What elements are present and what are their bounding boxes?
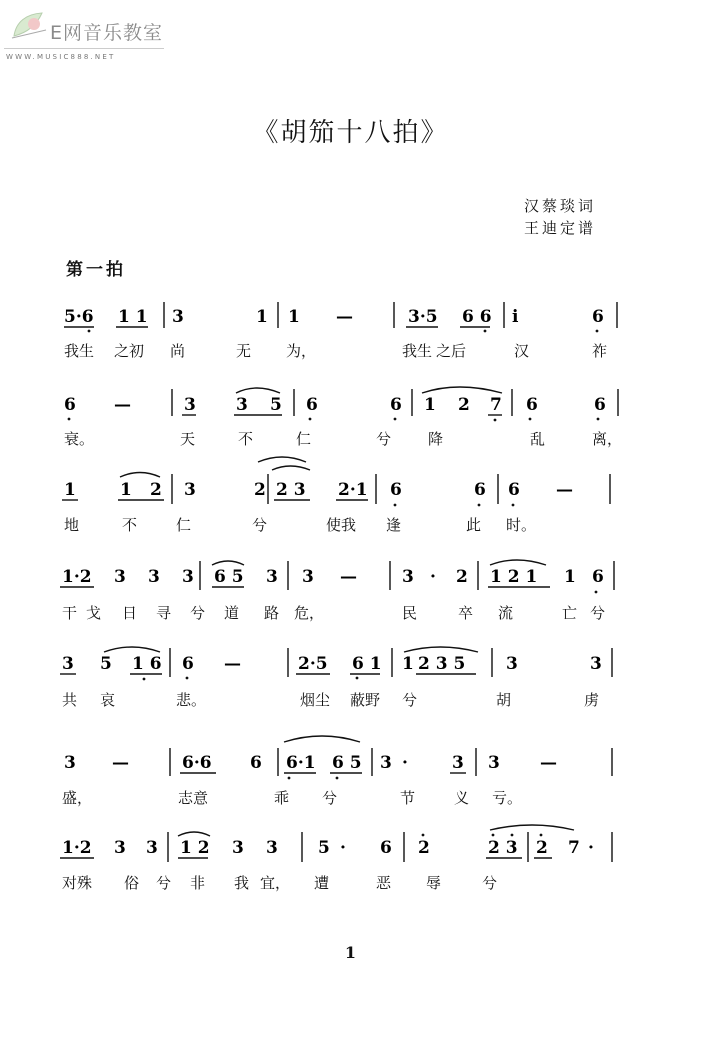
lyric: 乱	[530, 430, 546, 448]
lyric: 卒	[458, 604, 474, 622]
lyric: 汉	[514, 342, 530, 360]
dash: —	[114, 395, 131, 415]
note: 6	[592, 567, 604, 587]
lyric: 节	[400, 789, 416, 807]
system-2-notes	[64, 387, 618, 421]
system-7-notes	[60, 825, 612, 862]
note: 3	[488, 753, 500, 773]
note: 1	[564, 567, 576, 587]
note: 3	[452, 753, 464, 773]
watermark-url: WWW.MUSIC888.NET	[6, 53, 116, 61]
lyric: 民	[402, 604, 418, 622]
system-2-lyrics	[60, 428, 660, 452]
note: 2	[254, 480, 266, 500]
dash: —	[540, 753, 557, 773]
note: 6·1	[286, 753, 316, 773]
note: 3	[506, 654, 518, 674]
lyric: 悲。	[176, 691, 207, 709]
note: 7	[568, 838, 580, 858]
note: 5	[318, 838, 330, 858]
lyric: 对殊	[62, 874, 93, 892]
note: 1	[64, 480, 76, 500]
note: 3	[146, 838, 158, 858]
lyric: 仁	[296, 430, 312, 448]
dash: —	[112, 753, 129, 773]
note: 6	[474, 480, 486, 500]
note: 3	[266, 567, 278, 587]
lyric: 我	[234, 874, 250, 892]
lyric: 兮	[376, 430, 392, 448]
note: 2 3 5	[418, 654, 466, 674]
lyric: 寻	[156, 604, 172, 622]
note: 2·1	[338, 480, 368, 500]
note: 5·6	[64, 307, 94, 327]
note: 7	[490, 395, 502, 415]
note: 6 5	[214, 567, 244, 587]
note: 1 2 1	[490, 567, 538, 587]
lyric: 亏。	[492, 789, 523, 807]
lyric: 非	[190, 874, 206, 892]
page-number: 1	[344, 943, 357, 962]
watermark-site-name: E网音乐教室	[50, 22, 164, 44]
lyric: 干	[62, 604, 78, 622]
lyric: 时。	[506, 516, 537, 534]
system-3-notes	[62, 457, 610, 506]
note: 6	[182, 654, 194, 674]
note: 1	[120, 480, 132, 500]
lyric: 辱	[426, 874, 442, 892]
note: 2	[150, 480, 162, 500]
dash: —	[556, 480, 573, 500]
lyric: 此	[466, 516, 482, 534]
lyric: 路	[264, 604, 280, 622]
lyric: 兮	[322, 789, 338, 807]
lyric: 危，	[294, 604, 325, 622]
lyric: 天	[180, 430, 196, 448]
note: 2 3	[488, 838, 518, 858]
note: 3	[232, 838, 244, 858]
system-4-lyrics	[60, 602, 660, 626]
lyric: 衰。	[64, 430, 95, 448]
lyric: 兮	[482, 874, 498, 892]
note: 6	[508, 480, 520, 500]
note: 1·2	[62, 838, 92, 858]
dot: ·	[340, 838, 346, 858]
lyric: 遭	[314, 874, 330, 892]
dot: ·	[430, 567, 436, 587]
lyric: 逢	[386, 516, 402, 534]
note: i	[512, 307, 519, 327]
note: 3	[402, 567, 414, 587]
note: 6 6	[462, 307, 492, 327]
lyric: 我生	[402, 342, 433, 360]
note: 3	[62, 654, 74, 674]
note: 6 5	[332, 753, 362, 773]
lyric: 兮	[156, 874, 172, 892]
lyric: 胡	[496, 691, 512, 709]
lyric: 使我	[326, 516, 357, 534]
note: 3	[236, 395, 248, 415]
lyric: 不	[122, 516, 138, 534]
composer-credit: 王迪定谱	[524, 219, 597, 237]
lyric: 之后	[436, 342, 467, 360]
lyric: 流	[498, 604, 514, 622]
system-5-lyrics	[60, 689, 660, 713]
system-7-lyrics	[60, 872, 660, 896]
dash: —	[336, 307, 353, 327]
note: 2	[456, 567, 468, 587]
note: 6·6	[182, 753, 212, 773]
lyric: 我生	[64, 342, 95, 360]
dot: ·	[588, 838, 594, 858]
lyric: 虏	[584, 691, 600, 709]
note: 1	[256, 307, 268, 327]
note: 3	[302, 567, 314, 587]
note: 2·5	[298, 654, 328, 674]
note: 6	[526, 395, 538, 415]
note: 6	[250, 753, 262, 773]
note: 2	[536, 838, 548, 858]
lyric: 亡	[562, 604, 578, 622]
lyric: 日	[122, 604, 138, 622]
lyric: 地	[64, 516, 80, 534]
score-title: 《胡笳十八拍》	[252, 118, 449, 148]
note: 3	[182, 567, 194, 587]
lyric: 祚	[592, 342, 608, 360]
lyric: 盛，	[62, 789, 93, 807]
note: 1	[424, 395, 436, 415]
note: 2	[458, 395, 470, 415]
lyric: 为，	[286, 342, 317, 360]
system-1-notes	[64, 302, 617, 332]
lyric: 兮	[402, 691, 418, 709]
lyric: 恶	[376, 874, 392, 892]
note: 5	[100, 654, 112, 674]
lyric: 哀	[100, 691, 116, 709]
lyric: 俗	[124, 874, 140, 892]
lyric: 仁	[176, 516, 192, 534]
system-3-lyrics	[60, 514, 660, 538]
lyric: 志意	[178, 789, 209, 807]
note: 3	[114, 567, 126, 587]
note: 3	[148, 567, 160, 587]
lyric: 共	[62, 691, 78, 709]
note: 3	[172, 307, 184, 327]
system-1-lyrics	[60, 340, 660, 364]
lyric: 离，	[592, 430, 623, 448]
note: 3	[266, 838, 278, 858]
note: 3	[184, 395, 196, 415]
note: 6	[594, 395, 606, 415]
section-heading: 第一拍	[66, 260, 126, 280]
note: 5	[270, 395, 282, 415]
note: 1 1	[118, 307, 148, 327]
lyric: 尚	[170, 342, 186, 360]
system-6-lyrics	[60, 787, 660, 811]
note: 3	[590, 654, 602, 674]
note: 6	[64, 395, 76, 415]
lyric: 降	[428, 430, 444, 448]
lyric: 道	[224, 604, 240, 622]
lyric: 乖	[274, 789, 290, 807]
lyric: 义	[454, 789, 470, 807]
lyric: 兮	[590, 604, 606, 622]
note: 6	[390, 480, 402, 500]
lyric: 不	[238, 430, 254, 448]
note: 3	[114, 838, 126, 858]
note: 6	[380, 838, 392, 858]
dot: ·	[402, 753, 408, 773]
note: 3	[380, 753, 392, 773]
note: 2	[418, 838, 430, 858]
note: 6	[306, 395, 318, 415]
lyric: 戈	[86, 604, 102, 622]
note: 6 1	[352, 654, 382, 674]
note: 3	[184, 480, 196, 500]
lyric: 烟尘	[300, 691, 331, 709]
system-5-notes	[60, 647, 612, 680]
lyricist-credit: 汉蔡琰词	[524, 197, 597, 215]
note: 3·5	[408, 307, 438, 327]
dash: —	[340, 567, 357, 587]
system-4-notes	[60, 560, 614, 593]
system-6-notes	[64, 736, 612, 779]
lyric: 蔽野	[350, 691, 381, 709]
note: 1 2	[180, 838, 210, 858]
note: 1	[288, 307, 300, 327]
lyric: 之初	[114, 342, 145, 360]
note: 6	[390, 395, 402, 415]
note: 1·2	[62, 567, 92, 587]
note: 1	[402, 654, 414, 674]
dash: —	[224, 654, 241, 674]
lyric: 兮	[190, 604, 206, 622]
note: 1 6	[132, 654, 162, 674]
lyric: 宜，	[260, 874, 291, 892]
note: 6	[592, 307, 604, 327]
lyric: 无	[236, 342, 252, 360]
lyric: 兮	[252, 516, 268, 534]
note: 2 3	[276, 480, 306, 500]
note: 3	[64, 753, 76, 773]
